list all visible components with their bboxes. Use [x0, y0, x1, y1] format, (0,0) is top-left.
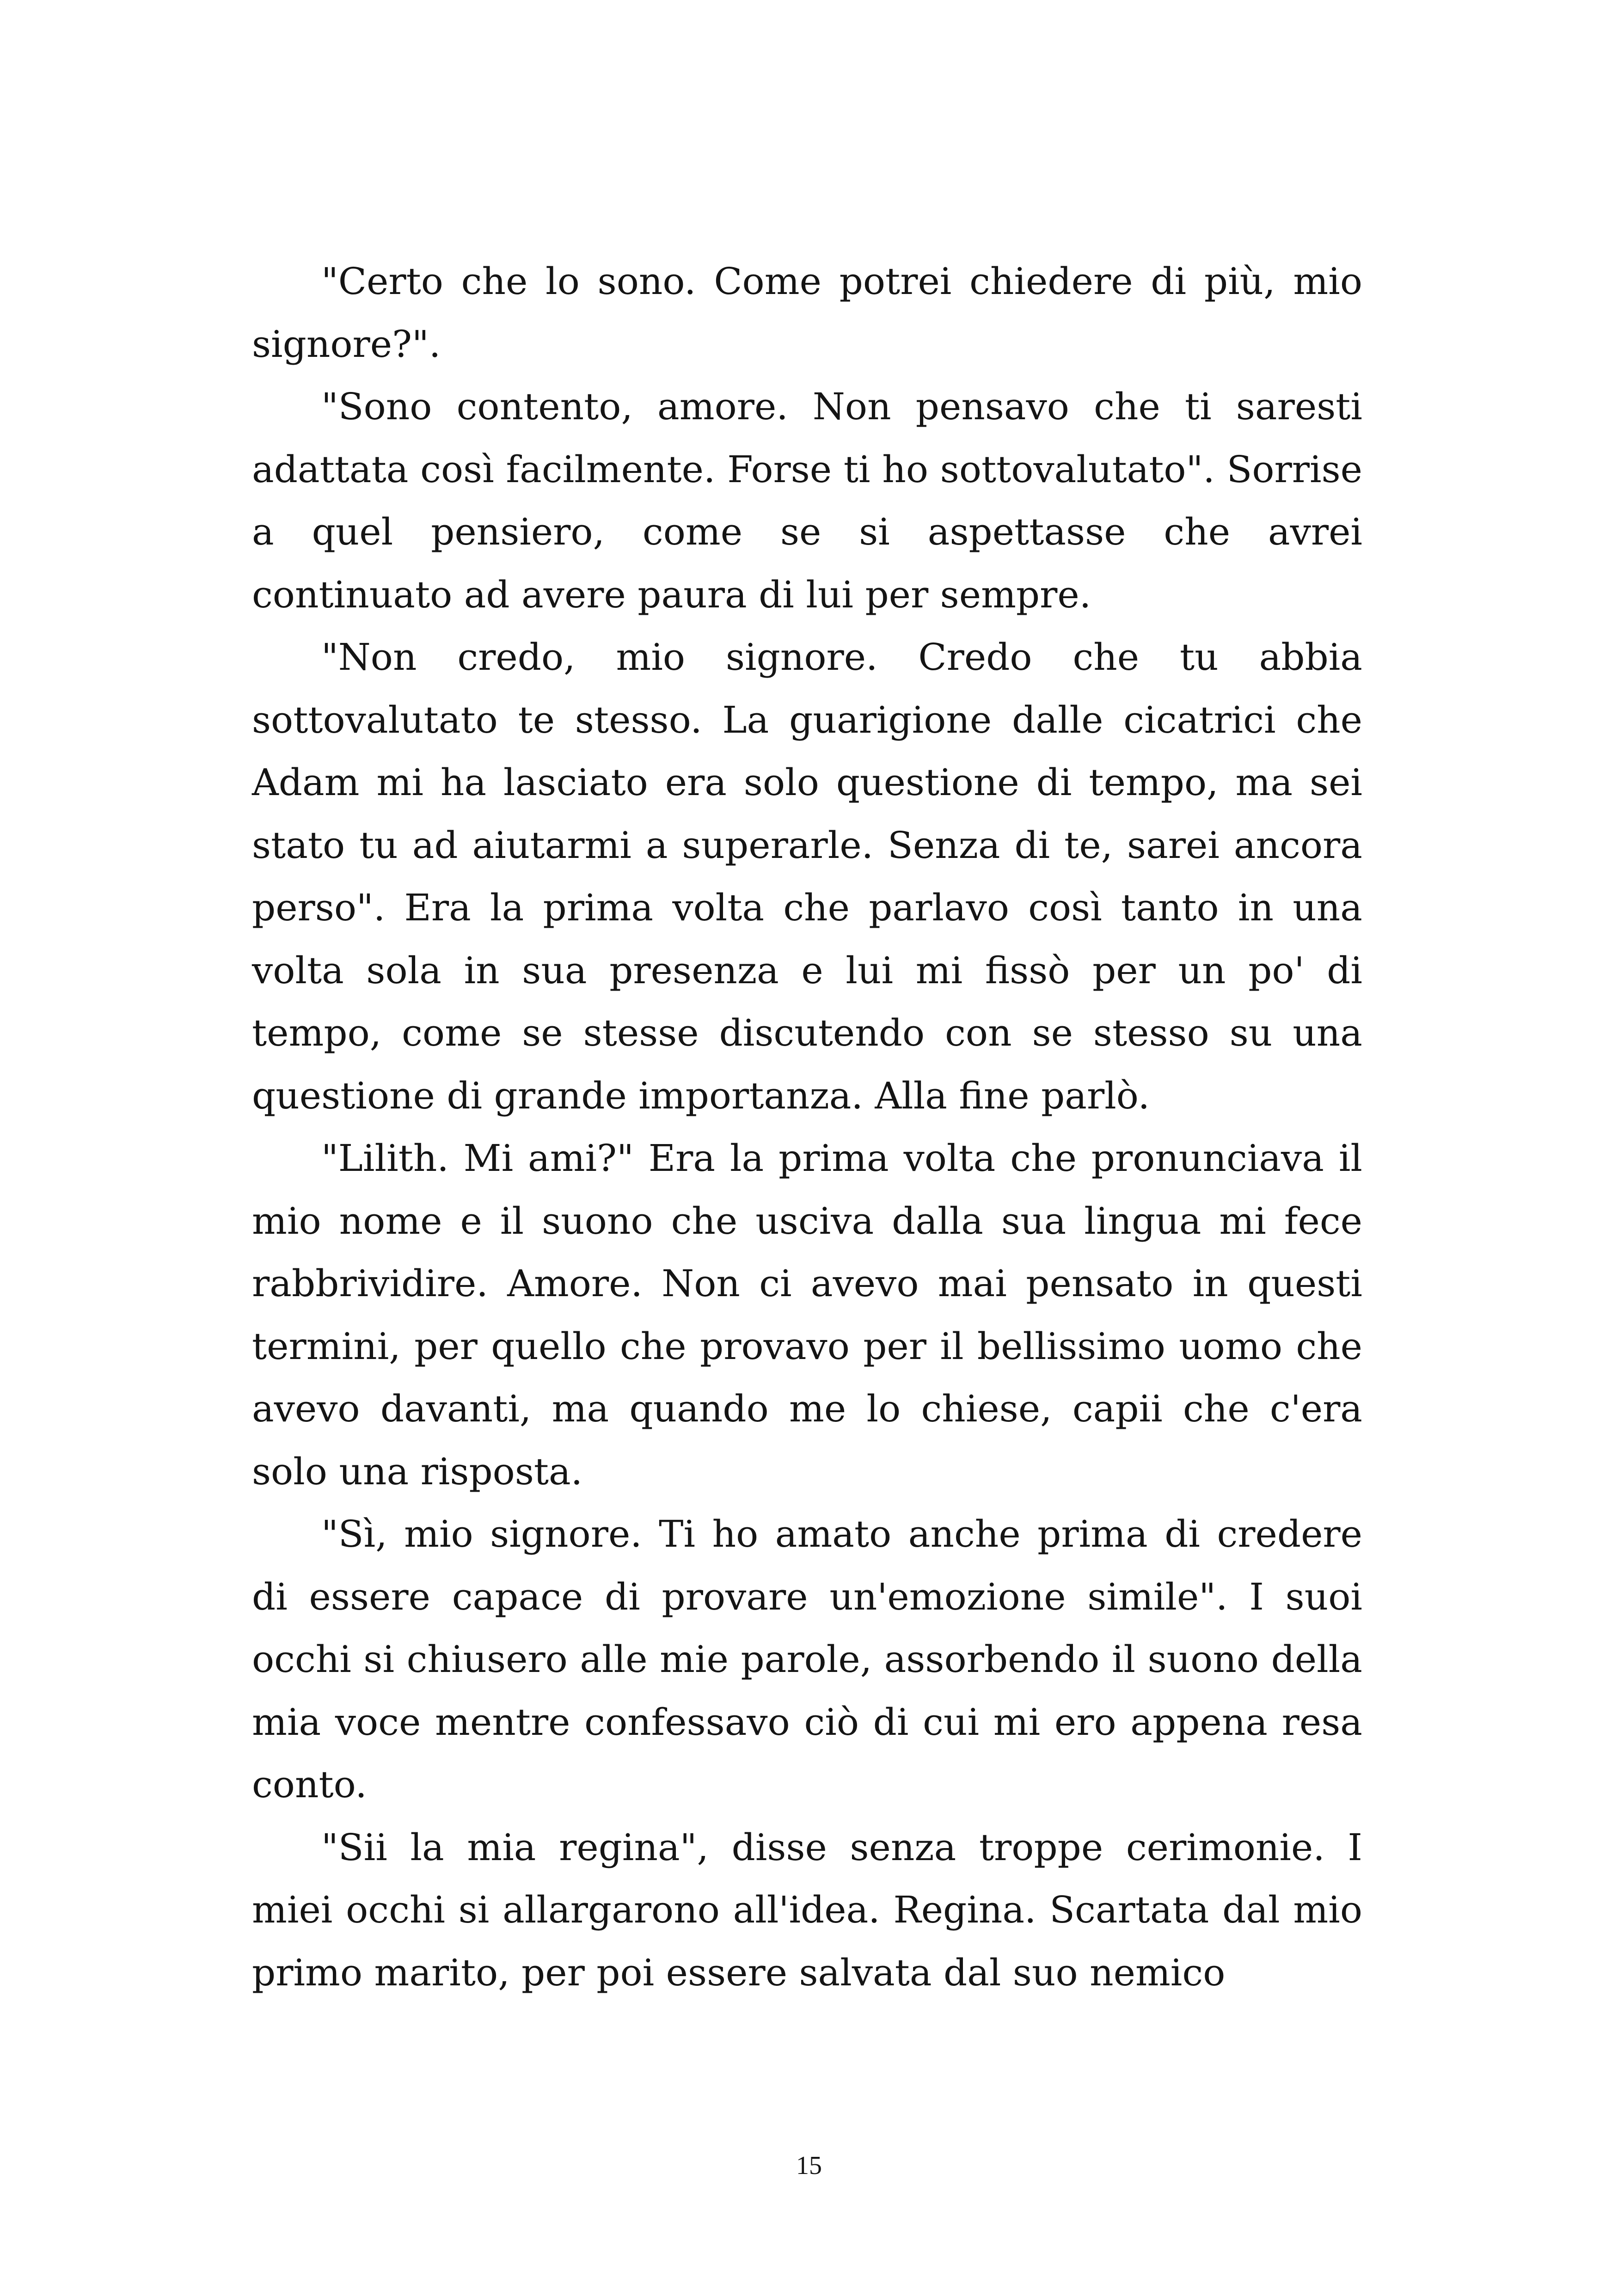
paragraph: "Sono contento, amore. Non pensavo che ti saresti adattata così facilmente. Forse ti ho sottovalutato". Sorrise a quel pensiero, come se si aspettasse che avrei continuato ad avere paura di lui per sempre. — [252, 385, 1362, 616]
paragraph: "Certo che lo sono. Come potrei chiedere di più, mio signore?". — [252, 260, 1362, 366]
paragraph: "Non credo, mio signore. Credo che tu abbia sottovalutato te stesso. La guarigione dalle cicatrici che Adam mi ha lasciato era solo questione di tempo, ma sei stato tu ad aiutarmi a superarle. Senza di te, sarei ancora perso". Era la prima volta che parlavo così tanto in una volta sola in sua presenza e lui mi fissò per un po' di tempo, come se stesse discutendo con se stesso su una questione di grande importanza. Alla fine parlò. — [252, 636, 1362, 1117]
paragraph: "Sii la mia regina", disse senza troppe cerimonie. I miei occhi si allargarono all'idea. Regina. Scartata dal mio primo marito, per poi essere salvata dal suo nemico — [252, 1825, 1362, 1994]
paragraph: "Sì, mio signore. Ti ho amato anche prima di credere di essere capace di provare un'emozione simile". I suoi occhi si chiusero alle mie parole, assorbendo il suono della mia voce mentre confessavo ciò di cui mi ero appena resa conto. — [252, 1512, 1362, 1806]
paragraph: "Lilith. Mi ami?" Era la prima volta che pronunciava il mio nome e il suono che usciva dalla sua lingua mi fece rabbrividire. Amore. Non ci avevo mai pensato in questi termini, per quello che provavo per il bellissimo uomo che avevo davanti, ma quando me lo chiese, capii che c'era solo una risposta. — [252, 1137, 1362, 1493]
page-number: 15 — [796, 2151, 822, 2180]
body-text — [252, 250, 1362, 2004]
